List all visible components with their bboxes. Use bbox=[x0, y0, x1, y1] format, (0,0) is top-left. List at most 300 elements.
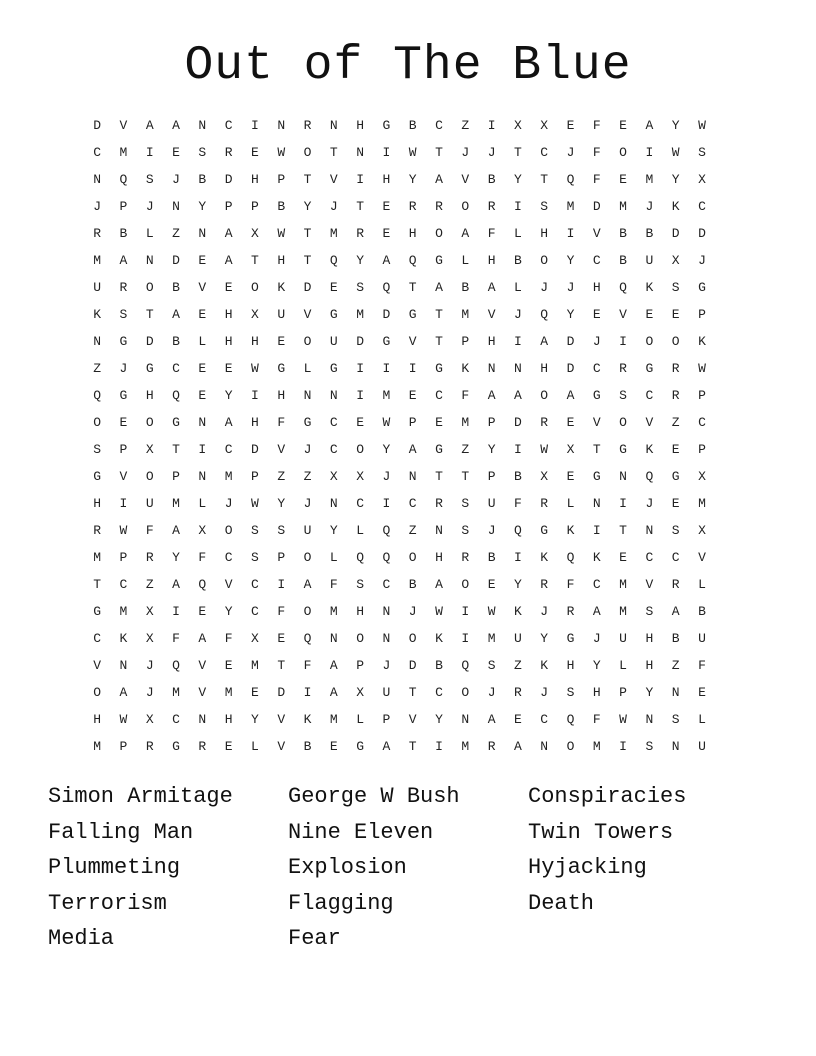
grid-letter: I bbox=[198, 442, 207, 457]
grid-letter: H bbox=[224, 307, 233, 322]
grid-letter: H bbox=[224, 712, 233, 727]
grid-letter: B bbox=[119, 226, 128, 241]
grid-letter: C bbox=[224, 118, 233, 133]
grid-letter: X bbox=[329, 469, 338, 484]
grid-row bbox=[84, 625, 734, 652]
grid-letter: Y bbox=[198, 199, 207, 214]
grid-row bbox=[84, 544, 734, 571]
grid-letter: Q bbox=[566, 550, 575, 565]
grid-letter: O bbox=[303, 550, 312, 565]
grid-letter: J bbox=[93, 199, 102, 214]
grid-letter: Q bbox=[172, 388, 180, 403]
grid-letter: H bbox=[540, 226, 549, 241]
grid-letter: T bbox=[356, 199, 365, 214]
grid-letter: Y bbox=[224, 604, 233, 619]
grid-letter: H bbox=[251, 334, 259, 349]
grid-letter: A bbox=[145, 118, 154, 133]
grid-letter: P bbox=[698, 442, 706, 457]
grid-letter: V bbox=[119, 469, 128, 484]
grid-letter: H bbox=[382, 172, 391, 187]
grid-letter: N bbox=[329, 496, 338, 511]
grid-letter: M bbox=[461, 415, 470, 430]
grid-letter: G bbox=[382, 118, 391, 133]
grid-letter: D bbox=[93, 118, 102, 133]
grid-letter: G bbox=[93, 604, 102, 619]
grid-letter: G bbox=[698, 280, 706, 295]
grid-row bbox=[84, 706, 734, 733]
grid-letter: M bbox=[251, 658, 259, 673]
grid-letter: V bbox=[119, 118, 128, 133]
grid-letter: C bbox=[540, 712, 549, 727]
grid-letter: T bbox=[329, 145, 338, 160]
grid-row bbox=[84, 193, 734, 220]
grid-letter: V bbox=[277, 442, 286, 457]
grid-letter: N bbox=[329, 118, 338, 133]
grid-letter: D bbox=[698, 226, 706, 241]
grid-letter: V bbox=[93, 658, 102, 673]
grid-letter: J bbox=[566, 145, 575, 160]
grid-letter: Z bbox=[145, 577, 154, 592]
grid-letter: J bbox=[592, 631, 601, 646]
grid-letter: Y bbox=[540, 631, 549, 646]
grid-letter: Y bbox=[645, 685, 654, 700]
grid-letter: J bbox=[303, 442, 312, 457]
grid-row bbox=[84, 220, 734, 247]
grid-letter: T bbox=[619, 523, 627, 538]
grid-letter: E bbox=[671, 442, 680, 457]
grid-letter: L bbox=[698, 577, 706, 592]
grid-letter: R bbox=[487, 199, 496, 214]
grid-letter: U bbox=[619, 631, 627, 646]
grid-letter: J bbox=[119, 361, 128, 376]
grid-letter: Y bbox=[435, 712, 443, 727]
grid-letter: C bbox=[356, 496, 365, 511]
grid-letter: X bbox=[566, 442, 575, 457]
grid-row bbox=[84, 328, 734, 355]
grid-letter: I bbox=[513, 334, 522, 349]
word-list-item: Terrorism bbox=[48, 890, 167, 916]
grid-letter: T bbox=[145, 307, 154, 322]
grid-letter: D bbox=[513, 415, 522, 430]
grid-letter: D bbox=[277, 685, 286, 700]
grid-letter: N bbox=[461, 712, 470, 727]
grid-letter: A bbox=[172, 523, 180, 538]
word-list-item: Simon Armitage bbox=[48, 784, 233, 809]
grid-letter: M bbox=[592, 739, 601, 754]
grid-letter: H bbox=[487, 253, 496, 268]
grid-row bbox=[84, 517, 734, 544]
grid-letter: B bbox=[277, 199, 286, 214]
grid-letter: J bbox=[592, 334, 601, 349]
grid-letter: Y bbox=[356, 253, 365, 268]
grid-letter: G bbox=[382, 334, 391, 349]
grid-letter: Y bbox=[592, 658, 601, 673]
grid-row bbox=[84, 436, 734, 463]
grid-letter: K bbox=[566, 523, 575, 538]
grid-letter: A bbox=[435, 577, 443, 592]
grid-letter: S bbox=[645, 739, 654, 754]
grid-letter: F bbox=[303, 658, 312, 673]
grid-letter: J bbox=[513, 307, 522, 322]
grid-letter: M bbox=[619, 577, 627, 592]
grid-letter: Y bbox=[671, 172, 680, 187]
grid-letter: N bbox=[198, 226, 207, 241]
grid-letter: X bbox=[145, 604, 154, 619]
grid-letter: J bbox=[145, 685, 154, 700]
grid-letter: J bbox=[303, 496, 312, 511]
grid-letter: J bbox=[645, 199, 654, 214]
grid-letter: B bbox=[172, 280, 180, 295]
grid-letter: T bbox=[435, 334, 443, 349]
grid-letter: S bbox=[487, 658, 496, 673]
grid-letter: C bbox=[671, 550, 680, 565]
grid-letter: T bbox=[303, 172, 312, 187]
grid-letter: Y bbox=[382, 442, 391, 457]
grid-letter: G bbox=[277, 361, 286, 376]
grid-letter: G bbox=[329, 361, 338, 376]
grid-letter: I bbox=[513, 199, 522, 214]
grid-letter: P bbox=[119, 550, 128, 565]
grid-letter: J bbox=[329, 199, 338, 214]
grid-letter: E bbox=[382, 226, 391, 241]
grid-letter: E bbox=[698, 685, 706, 700]
grid-letter: L bbox=[198, 496, 207, 511]
grid-letter: F bbox=[277, 415, 286, 430]
grid-letter: O bbox=[461, 577, 470, 592]
grid-letter: J bbox=[487, 523, 496, 538]
grid-letter: C bbox=[251, 577, 259, 592]
grid-letter: X bbox=[698, 523, 706, 538]
grid-letter: Q bbox=[619, 280, 627, 295]
grid-letter: R bbox=[356, 226, 365, 241]
grid-row bbox=[84, 733, 734, 760]
grid-letter: C bbox=[224, 442, 233, 457]
grid-letter: I bbox=[461, 604, 470, 619]
grid-letter: R bbox=[145, 739, 154, 754]
grid-letter: V bbox=[592, 415, 601, 430]
grid-letter: V bbox=[198, 280, 207, 295]
grid-letter: R bbox=[435, 199, 443, 214]
grid-letter: A bbox=[224, 253, 233, 268]
grid-letter: O bbox=[435, 226, 443, 241]
word-list-item: Twin Towers bbox=[528, 819, 674, 845]
grid-letter: M bbox=[224, 469, 233, 484]
grid-letter: A bbox=[671, 604, 680, 619]
grid-letter: E bbox=[198, 361, 207, 376]
grid-letter: I bbox=[592, 523, 601, 538]
grid-letter: P bbox=[251, 469, 259, 484]
grid-letter: M bbox=[172, 496, 180, 511]
grid-letter: H bbox=[277, 388, 286, 403]
grid-letter: O bbox=[619, 145, 627, 160]
grid-letter: V bbox=[277, 712, 286, 727]
grid-letter: X bbox=[698, 172, 706, 187]
grid-letter: O bbox=[645, 334, 654, 349]
grid-letter: O bbox=[303, 334, 312, 349]
grid-letter: A bbox=[435, 280, 443, 295]
grid-letter: M bbox=[619, 199, 627, 214]
grid-letter: E bbox=[198, 604, 207, 619]
grid-letter: O bbox=[408, 631, 417, 646]
grid-letter: V bbox=[408, 334, 417, 349]
grid-letter: B bbox=[461, 280, 470, 295]
grid-row bbox=[84, 463, 734, 490]
grid-letter: M bbox=[93, 739, 102, 754]
grid-letter: S bbox=[251, 523, 259, 538]
grid-letter: Q bbox=[382, 523, 391, 538]
grid-letter: E bbox=[119, 415, 128, 430]
grid-letter: D bbox=[566, 361, 575, 376]
grid-letter: A bbox=[487, 712, 496, 727]
word-list-item: Conspiracies bbox=[528, 784, 687, 809]
grid-letter: C bbox=[93, 631, 102, 646]
grid-letter: C bbox=[172, 712, 180, 727]
word-list-item: George W Bush bbox=[288, 784, 460, 809]
grid-letter: L bbox=[513, 280, 522, 295]
grid-letter: B bbox=[435, 658, 443, 673]
grid-letter: F bbox=[592, 712, 601, 727]
grid-letter: G bbox=[119, 334, 128, 349]
grid-letter: A bbox=[198, 631, 207, 646]
grid-letter: H bbox=[540, 361, 549, 376]
grid-letter: M bbox=[329, 604, 338, 619]
grid-letter: K bbox=[513, 604, 522, 619]
grid-letter: B bbox=[487, 550, 496, 565]
grid-letter: O bbox=[356, 631, 365, 646]
grid-letter: K bbox=[93, 307, 102, 322]
grid-letter: X bbox=[251, 631, 259, 646]
grid-letter: Z bbox=[461, 118, 470, 133]
grid-letter: J bbox=[540, 280, 549, 295]
grid-letter: C bbox=[172, 361, 180, 376]
grid-letter: E bbox=[277, 631, 286, 646]
grid-letter: E bbox=[435, 415, 443, 430]
grid-letter: G bbox=[435, 253, 443, 268]
grid-letter: W bbox=[408, 145, 417, 160]
grid-letter: C bbox=[645, 388, 654, 403]
grid-letter: T bbox=[408, 739, 417, 754]
grid-letter: N bbox=[172, 199, 180, 214]
grid-letter: S bbox=[566, 685, 575, 700]
grid-letter: C bbox=[540, 145, 549, 160]
grid-letter: Z bbox=[671, 415, 680, 430]
grid-letter: H bbox=[277, 253, 286, 268]
grid-letter: C bbox=[251, 604, 259, 619]
grid-letter: B bbox=[303, 739, 312, 754]
grid-letter: I bbox=[145, 145, 154, 160]
grid-letter: Q bbox=[461, 658, 470, 673]
grid-letter: K bbox=[671, 199, 680, 214]
grid-letter: Y bbox=[566, 307, 575, 322]
grid-letter: J bbox=[408, 604, 417, 619]
grid-letter: Q bbox=[540, 307, 549, 322]
grid-letter: W bbox=[119, 523, 128, 538]
grid-letter: W bbox=[698, 361, 706, 376]
grid-letter: F bbox=[145, 523, 154, 538]
grid-letter: M bbox=[224, 685, 233, 700]
grid-letter: O bbox=[356, 442, 365, 457]
grid-letter: M bbox=[119, 604, 128, 619]
grid-letter: A bbox=[408, 442, 417, 457]
grid-letter: E bbox=[671, 496, 680, 511]
grid-letter: R bbox=[540, 496, 549, 511]
grid-letter: P bbox=[698, 307, 706, 322]
grid-letter: N bbox=[329, 631, 338, 646]
grid-letter: O bbox=[566, 739, 575, 754]
grid-letter: A bbox=[540, 334, 549, 349]
grid-letter: Y bbox=[277, 496, 286, 511]
grid-letter: P bbox=[487, 415, 496, 430]
grid-letter: E bbox=[277, 334, 286, 349]
grid-letter: N bbox=[619, 469, 627, 484]
grid-letter: X bbox=[540, 469, 549, 484]
grid-letter: I bbox=[619, 334, 627, 349]
grid-letter: C bbox=[698, 415, 706, 430]
grid-letter: N bbox=[145, 253, 154, 268]
grid-letter: J bbox=[172, 172, 180, 187]
grid-letter: M bbox=[93, 550, 102, 565]
grid-letter: V bbox=[592, 226, 601, 241]
grid-letter: T bbox=[251, 253, 259, 268]
grid-letter: O bbox=[461, 199, 470, 214]
word-list-item: Plummeting bbox=[48, 855, 181, 880]
grid-letter: P bbox=[487, 469, 496, 484]
grid-letter: N bbox=[198, 118, 207, 133]
grid-letter: P bbox=[119, 739, 128, 754]
grid-letter: A bbox=[329, 685, 338, 700]
grid-letter: F bbox=[329, 577, 338, 592]
grid-letter: M bbox=[487, 631, 496, 646]
grid-letter: T bbox=[435, 469, 443, 484]
grid-letter: H bbox=[251, 415, 259, 430]
grid-letter: C bbox=[435, 118, 443, 133]
grid-letter: N bbox=[382, 631, 391, 646]
grid-letter: C bbox=[592, 361, 601, 376]
grid-letter: H bbox=[145, 388, 154, 403]
grid-letter: G bbox=[645, 361, 654, 376]
grid-letter: D bbox=[251, 442, 259, 457]
grid-letter: W bbox=[382, 415, 391, 430]
grid-letter: P bbox=[382, 712, 391, 727]
grid-letter: A bbox=[513, 388, 522, 403]
grid-letter: W bbox=[251, 496, 259, 511]
grid-letter: C bbox=[645, 550, 654, 565]
grid-letter: N bbox=[356, 145, 365, 160]
word-list-item: Hyjacking bbox=[528, 855, 647, 880]
grid-letter: K bbox=[592, 550, 601, 565]
grid-letter: Z bbox=[277, 469, 286, 484]
grid-row bbox=[84, 166, 734, 193]
grid-letter: L bbox=[329, 550, 338, 565]
grid-letter: A bbox=[119, 685, 128, 700]
grid-letter: O bbox=[251, 280, 259, 295]
grid-letter: B bbox=[645, 226, 654, 241]
grid-letter: H bbox=[93, 712, 102, 727]
grid-letter: J bbox=[540, 604, 549, 619]
grid-letter: O bbox=[619, 415, 627, 430]
grid-letter: N bbox=[198, 712, 207, 727]
grid-letter: D bbox=[382, 307, 391, 322]
grid-letter: G bbox=[435, 442, 443, 457]
grid-letter: O bbox=[145, 469, 154, 484]
grid-letter: F bbox=[698, 658, 706, 673]
grid-letter: Q bbox=[198, 577, 207, 592]
grid-letter: E bbox=[566, 469, 575, 484]
grid-letter: A bbox=[382, 253, 391, 268]
grid-row bbox=[84, 355, 734, 382]
grid-letter: B bbox=[698, 604, 706, 619]
grid-letter: U bbox=[93, 280, 102, 295]
grid-letter: K bbox=[540, 550, 549, 565]
grid-letter: C bbox=[93, 145, 102, 160]
grid-letter: S bbox=[671, 280, 680, 295]
grid-letter: V bbox=[277, 739, 286, 754]
grid-letter: Z bbox=[172, 226, 180, 241]
grid-letter: F bbox=[592, 145, 601, 160]
grid-letter: M bbox=[698, 496, 706, 511]
grid-letter: W bbox=[698, 118, 706, 133]
grid-letter: X bbox=[356, 469, 365, 484]
grid-letter: W bbox=[487, 604, 496, 619]
grid-letter: M bbox=[329, 226, 338, 241]
grid-row bbox=[84, 679, 734, 706]
grid-letter: Q bbox=[382, 550, 391, 565]
grid-letter: U bbox=[277, 307, 286, 322]
grid-letter: B bbox=[487, 172, 496, 187]
grid-letter: R bbox=[461, 550, 470, 565]
grid-letter: B bbox=[408, 577, 417, 592]
grid-letter: I bbox=[619, 739, 627, 754]
grid-letter: T bbox=[540, 172, 549, 187]
grid-letter: F bbox=[198, 550, 207, 565]
grid-letter: R bbox=[540, 415, 549, 430]
grid-letter: O bbox=[145, 415, 154, 430]
grid-letter: Y bbox=[566, 253, 575, 268]
grid-letter: Q bbox=[93, 388, 102, 403]
grid-letter: R bbox=[119, 280, 128, 295]
grid-letter: I bbox=[513, 550, 522, 565]
grid-letter: R bbox=[566, 604, 575, 619]
grid-letter: W bbox=[251, 361, 259, 376]
grid-letter: W bbox=[435, 604, 443, 619]
grid-letter: I bbox=[303, 685, 312, 700]
grid-letter: E bbox=[198, 388, 207, 403]
grid-letter: H bbox=[93, 496, 102, 511]
grid-row bbox=[84, 274, 734, 301]
grid-letter: B bbox=[513, 253, 522, 268]
grid-letter: X bbox=[198, 523, 207, 538]
grid-letter: O bbox=[540, 253, 549, 268]
grid-letter: V bbox=[224, 577, 233, 592]
grid-letter: I bbox=[382, 496, 391, 511]
grid-letter: X bbox=[698, 469, 706, 484]
grid-letter: U bbox=[645, 253, 654, 268]
grid-letter: E bbox=[172, 145, 180, 160]
grid-letter: Z bbox=[408, 523, 417, 538]
grid-letter: D bbox=[172, 253, 180, 268]
grid-letter: E bbox=[198, 307, 207, 322]
grid-letter: H bbox=[435, 550, 443, 565]
grid-letter: V bbox=[408, 712, 417, 727]
grid-letter: G bbox=[540, 523, 549, 538]
grid-row bbox=[84, 139, 734, 166]
grid-letter: M bbox=[119, 145, 128, 160]
grid-letter: V bbox=[329, 172, 338, 187]
grid-letter: T bbox=[513, 145, 522, 160]
grid-letter: P bbox=[251, 199, 259, 214]
grid-letter: Q bbox=[356, 550, 365, 565]
grid-letter: W bbox=[671, 145, 680, 160]
